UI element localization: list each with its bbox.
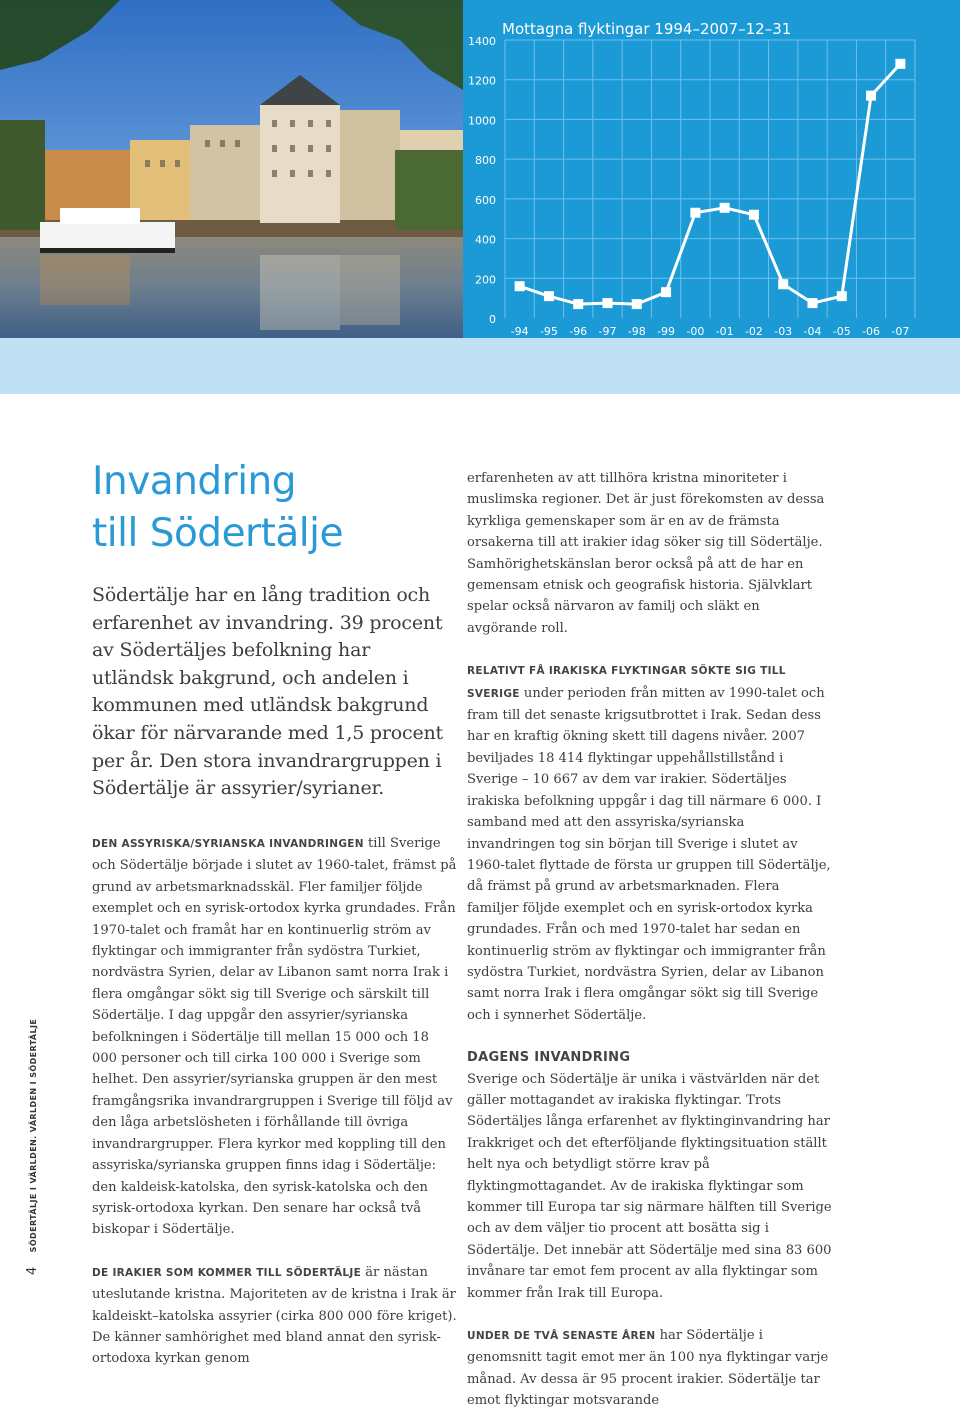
- harbour-photo: [0, 0, 463, 338]
- data-point: [515, 281, 525, 291]
- running-head: [25, 1019, 40, 1275]
- x-tick-label: -99: [657, 325, 676, 338]
- data-point: [661, 287, 671, 297]
- y-tick-label: 1400: [468, 35, 496, 48]
- title-line-2: till Södertälje: [92, 511, 343, 556]
- x-tick-label: -04: [803, 325, 822, 338]
- x-tick-label: -07: [891, 325, 910, 338]
- x-tick-label: -02: [744, 325, 763, 338]
- y-tick-label: 200: [475, 273, 496, 287]
- run-in-heading: RELATIVT FÅ IRAKISKA FLYKTINGAR SÖKTE SIG TILL SVERIGE: [467, 665, 786, 700]
- refugee-chart-svg: [463, 0, 960, 338]
- data-point: [895, 59, 905, 69]
- page-number: 4: [25, 1266, 40, 1275]
- x-tick-label: -03: [774, 325, 793, 338]
- data-point: [544, 291, 554, 301]
- x-tick-label: -96: [569, 325, 588, 338]
- lead-paragraph: Södertälje har en lång tradition och erfarenhet av invandring. 39 procent av Södertäljes befolkning har utländsk bakgrund, och andelen i kommunen med utländsk bakgrund ökar för närvarande med 1,5 procent per år. Den stora invandrargruppen i Södertälje är assyrier/syrianer.: [92, 584, 443, 800]
- paragraph-last-two-years: [467, 1325, 832, 1412]
- refugee-chart: [463, 0, 960, 338]
- y-tick-label: 1000: [468, 114, 496, 128]
- x-tick-label: -95: [539, 325, 558, 338]
- data-point: [720, 203, 730, 213]
- data-point: [749, 210, 759, 220]
- paragraph-iraqis: [92, 1262, 457, 1370]
- data-point: [866, 91, 876, 101]
- running-head-text: SÖDERTÄLJE I VÄRLDEN. VÄRLDEN I SÖDERTÄLJE: [29, 1018, 38, 1253]
- paragraph-assyrian-immigration: [92, 833, 457, 1241]
- chart-title: Mottagna flyktingar 1994–2007–12–31: [502, 20, 792, 38]
- x-tick-label: -05: [832, 325, 851, 338]
- data-point: [632, 299, 642, 309]
- y-tick-label: 1200: [468, 74, 496, 88]
- paragraph-text: är nästan uteslutande kristna. Majoriteten av de kristna i Irak är kaldeiskt–katolska assyrier (cirka 800 000 före kriget). De känner samhörighet med bland annat den syrisk-ortodoxa kyrkan genom: [92, 1264, 457, 1367]
- y-tick-label: 600: [475, 193, 496, 207]
- x-tick-label: -98: [627, 325, 646, 338]
- x-tick-label: -06: [862, 325, 881, 338]
- data-point: [690, 208, 700, 218]
- body-column-right: [467, 468, 832, 1412]
- run-in-heading: DEN ASSYRISKA/SYRIANSKA INVANDRINGEN: [92, 838, 364, 850]
- x-axis-ticks: [511, 325, 910, 338]
- paragraph-text: har Södertälje i genomsnitt tagit emot mer än 100 nya flyktingar varje månad. Av dessa är 95 procent irakier. Södertälje tar emot flyktingar motsvarande: [467, 1328, 829, 1409]
- x-tick-label: -01: [715, 325, 734, 338]
- x-tick-label: -97: [598, 325, 617, 338]
- x-tick-label: -00: [686, 325, 705, 338]
- chart-grid: [505, 40, 915, 318]
- paragraph-iraqi-refugees: [467, 660, 832, 1026]
- body-column-left: [92, 833, 457, 1370]
- paragraph-text: till Sverige och Södertälje började i slutet av 1960-talet, främst på grund av arbetsmarknadsskäl. Fler familjer följde exemplet och en syrisk-ortodox kyrka grundades. Från 1970-talet och framåt har en kontinuerlig ström av flyktingar och immigranter från sydöstra Turkiet, nordvästra Syrien, delar av Libanon samt norra Irak i flera omgångar sökt sig till Sverige och särskilt till Södertälje. I dag uppgår den assyrier/syrianska befolkningen i Södertälje till mellan 15 000 och 18 000 personer och till cirka 100 000 i Sverige som helhet. Den assyrier/syrianska gruppen är den mest framgångsrika invandrargruppen i Sverige till följd av den låga arbetslösheten i förhållande till övriga invandrargrupper. Flera kyrkor med koppling till den assyriska/syrianska gruppen finns idag i Södertälje: den kaldeisk-katolska, den syrisk-katolska och den syrisk-ortodoxa kyrkan. Den senare har också två biskopar i Södertälje.: [92, 836, 457, 1238]
- y-axis-ticks: [468, 35, 496, 326]
- heading-text: DAGENS INVANDRING: [467, 1050, 631, 1066]
- data-point: [573, 299, 583, 309]
- y-tick-label: 400: [475, 233, 496, 247]
- paragraph-text: under perioden från mitten av 1990-talet och fram till det senaste krigsutbrottet i Irak. Sedan dess har en kraftig ökning skett till dagens nivåer. 2007 beviljades 18 414 flyktingar uppehållstillstånd i Sverige – 10 667 av dem var irakier. Södertäljes irakiska befolkning uppgår i dag till närmare 6 000. I samband med att den assyriska/syrianska invandringen tog sin början till Sverige i slutet av 1960-talet flyttade de första ur gruppen till Södertälje, då främst på grund av arbetsmarknaden. Flera familjer följde exemplet och en syrisk-ortodox kyrka grundades. Från och med 1970-talet har sedan en kontinuerlig ström av flyktingar och immigranter från sydöstra Turkiet, nordvästra Syrien, delar av Libanon samt norra Irak i flera omgångar sökt sig till Sverige och i synnerhet Södertälje.: [467, 685, 831, 1023]
- data-point: [808, 298, 818, 308]
- data-point: [603, 298, 613, 308]
- decorative-band: [0, 338, 960, 394]
- paragraph-continued: erfarenheten av att tillhöra kristna minoriteter i muslimska regioner. Det är just förekomsten av dessa kyrkliga gemenskaper som är en av de främsta orsakerna till att irakier idag söker sig till Södertälje. Samhörighetskänslan beror också på att de har en gemensam etnisk och geografisk historia. Självklart spelar också närvaron av familj och släkt en avgörande roll.: [467, 471, 825, 636]
- page-title: [92, 456, 343, 560]
- title-line-1: Invandring: [92, 459, 297, 504]
- run-in-heading: DE IRAKIER SOM KOMMER TILL SÖDERTÄLJE: [92, 1266, 362, 1279]
- paragraph-current-immigration: Sverige och Södertälje är unika i västvärlden när det gäller mottagandet av irakiska flyktingar. Trots Södertäljes långa erfarenhet av flyktinginvandring har Irakkriget och det efterföljande flyktingsituation ställt helt nya och betydligt större krav på flyktingmottagandet. Av de irakiska flyktingar som kommer till Europa tar sig närmare hälften till Sverige och av dem väljer tio procent att bosätta sig i Södertälje. Det innebär att Södertälje med sina 83 600 invånare tar emot fem procent av alla flyktingar som kommer från Irak till Europa.: [467, 1071, 832, 1301]
- y-tick-label: 800: [475, 154, 496, 168]
- section-heading-dagens-invandring: [467, 1047, 832, 1068]
- run-in-heading: UNDER DE TVÅ SENASTE ÅREN: [467, 1330, 656, 1343]
- y-tick-label: 0: [489, 313, 496, 326]
- data-point: [778, 279, 788, 289]
- x-tick-label: -94: [510, 325, 529, 338]
- data-point: [837, 291, 847, 301]
